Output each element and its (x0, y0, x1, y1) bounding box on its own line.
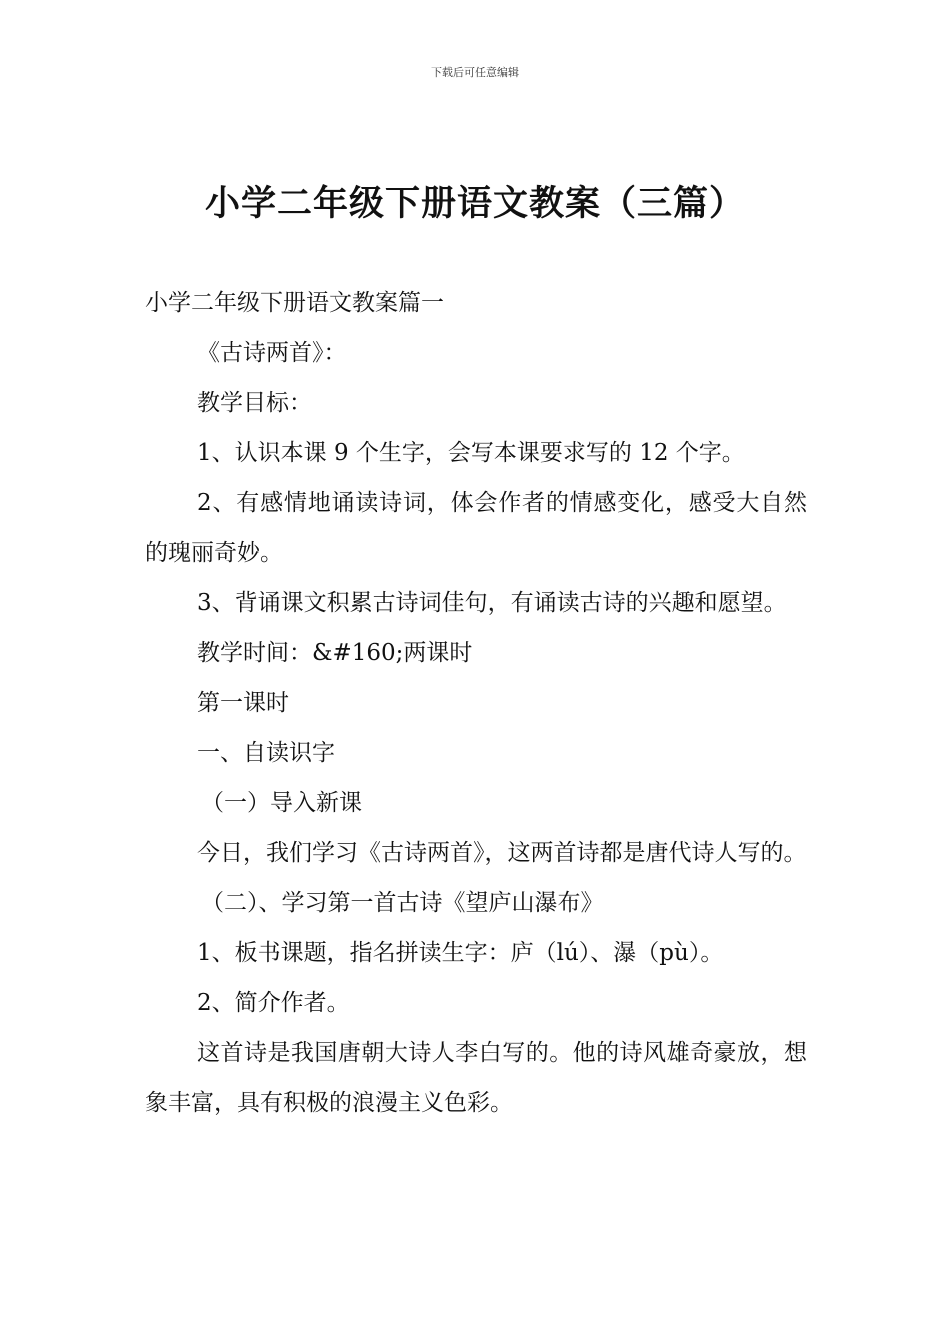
document-body (145, 278, 807, 1128)
body-paragraph: 今日，我们学习《古诗两首》，这两首诗都是唐代诗人写的。 (197, 840, 807, 866)
document-title: 小学二年级下册语文教案（三篇） (204, 184, 745, 224)
step-heading: 一、自读识字 (197, 740, 335, 766)
teaching-time: 教学时间：&#160;两课时 (197, 640, 473, 666)
sub-step-heading: （二）、学习第一首古诗《望庐山瀑布》 (201, 890, 604, 916)
objective-item: 3、背诵课文积累古诗词佳句，有诵读古诗的兴趣和愿望。 (197, 590, 787, 616)
body-paragraph: 1、板书课题，指名拼读生字：庐（lú）、瀑（pù）。 (197, 940, 724, 966)
sub-step-heading: （一）导入新课 (201, 790, 362, 816)
lesson-title: 《古诗两首》： (197, 340, 347, 366)
body-paragraph: 这首诗是我国唐朝大诗人李白写的。他的诗风雄奇豪放，想象丰富，具有积极的浪漫主义色彩。 (145, 1040, 807, 1116)
section-heading: 小学二年级下册语文教案篇一 (145, 290, 444, 316)
objective-item: 1、认识本课 9 个生字，会写本课要求写的 12 个字。 (197, 440, 745, 466)
header-note: 下载后可任意编辑 (431, 66, 519, 79)
lesson-period-heading: 第一课时 (197, 690, 289, 716)
objectives-heading: 教学目标： (197, 390, 312, 416)
body-paragraph: 2、简介作者。 (197, 990, 350, 1016)
objective-item: 2、有感情地诵读诗词，体会作者的情感变化，感受大自然的瑰丽奇妙。 (145, 490, 807, 566)
